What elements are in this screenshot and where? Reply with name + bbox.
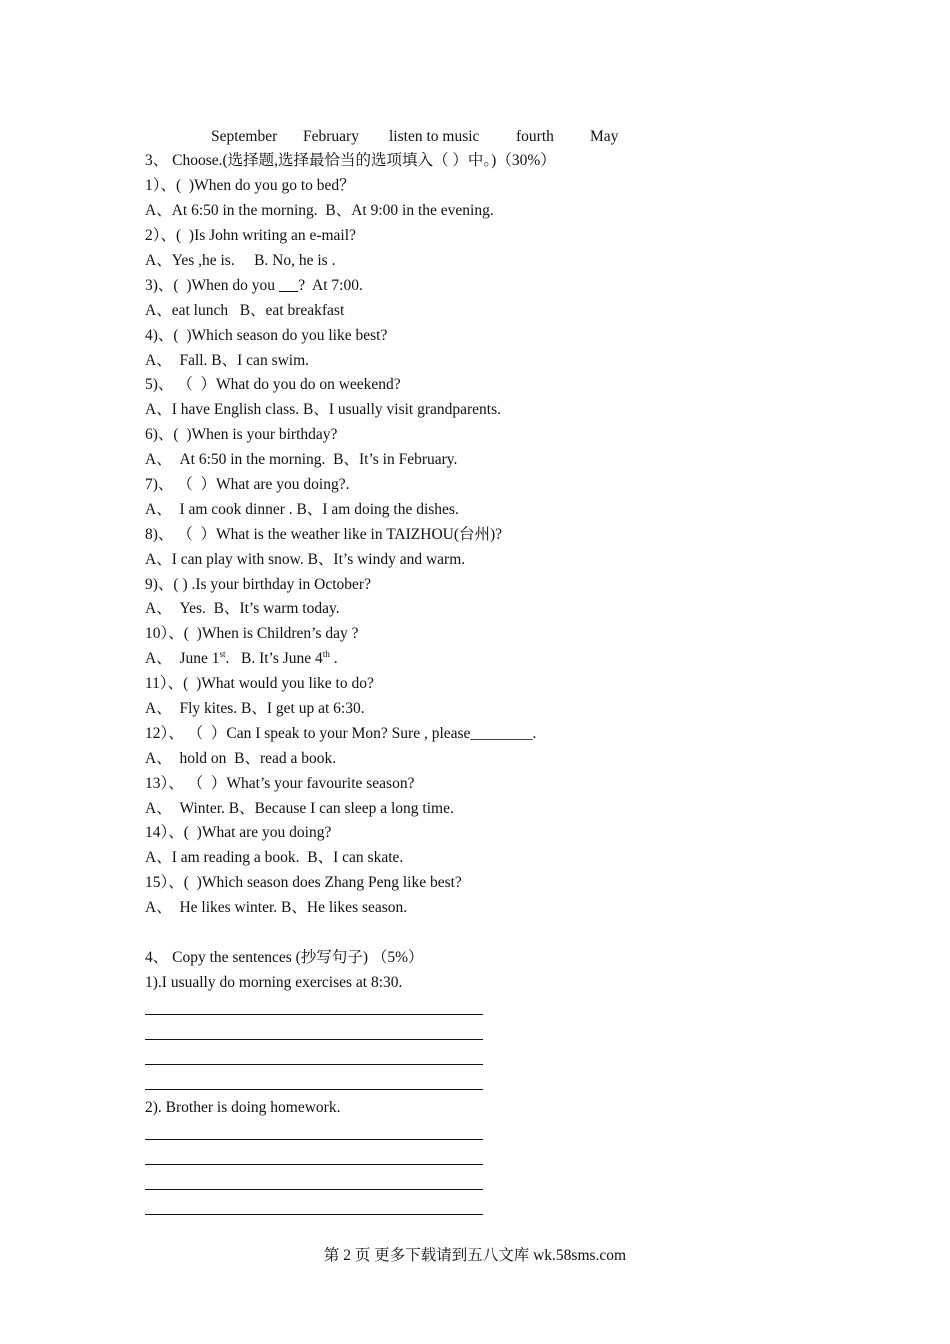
word-bank-item: fourth: [516, 128, 554, 145]
writing-line: [145, 1139, 483, 1140]
writing-line: [145, 1089, 483, 1090]
writing-line: [145, 1064, 483, 1065]
question-9: 9)、( ) .Is your birthday in October?: [145, 576, 371, 593]
word-bank-item: February: [303, 128, 359, 145]
writing-line: [145, 1164, 483, 1165]
options-11: A、 Fly kites. B、I get up at 6:30.: [145, 700, 365, 717]
copy-sentence-1: 1).I usually do morning exercises at 8:30.: [145, 974, 403, 991]
word-bank: [0, 127, 950, 149]
page-footer: 第 2 页 更多下载请到五八文库 wk.58sms.com: [323, 1247, 627, 1264]
question-6: 6)、( )When is your birthday?: [145, 426, 338, 443]
options-12: A、 hold on B、read a book.: [145, 750, 337, 767]
options-1: A、At 6:50 in the morning. B、At 9:00 in the evening.: [145, 202, 494, 219]
question-11: 11）、( )What would you like to do?: [145, 675, 374, 692]
question-13: 13）、 （ ）What’s your favourite season?: [145, 775, 415, 792]
question-12: 12）、 （ ）Can I speak to your Mon? Sure , please________.: [145, 725, 537, 742]
question-3: 3)、( )When do you ? At 7:00.: [145, 277, 363, 294]
options-14: A、I am reading a book. B、I can skate.: [145, 849, 404, 866]
question-4: 4)、( )Which season do you like best?: [145, 327, 388, 344]
section-4-heading: 4、 Copy the sentences (抄写句子) （5%）: [145, 949, 424, 966]
question-5: 5)、 （ ）What do you do on weekend?: [145, 376, 401, 393]
options-13: A、 Winter. B、Because I can sleep a long time.: [145, 800, 454, 817]
writing-line: [145, 1214, 483, 1215]
options-7: A、 I am cook dinner . B、I am doing the dishes.: [145, 501, 459, 518]
copy-sentence-2: 2). Brother is doing homework.: [145, 1099, 341, 1116]
word-bank-item: listen to music: [389, 128, 480, 145]
options-3: A、eat lunch B、eat breakfast: [145, 302, 345, 319]
question-2: 2）、( )Is John writing an e-mail?: [145, 227, 356, 244]
options-4: A、 Fall. B、I can swim.: [145, 352, 310, 369]
options-15: A、 He likes winter. B、He likes season.: [145, 899, 408, 916]
options-6: A、 At 6:50 in the morning. B、It’s in February.: [145, 451, 458, 468]
writing-line: [145, 1039, 483, 1040]
question-7: 7)、 （ ）What are you doing?.: [145, 476, 350, 493]
options-8: A、I can play with snow. B、It’s windy and warm.: [145, 551, 466, 568]
options-5: A、I have English class. B、I usually visit grandparents.: [145, 401, 502, 418]
writing-line: [145, 1189, 483, 1190]
answer-blank: [279, 277, 298, 294]
word-bank-item: May: [590, 128, 619, 145]
options-10: A、 June 1st. B. It’s June 4th .: [145, 648, 338, 667]
question-8: 8)、 （ ）What is the weather like in TAIZHOU(台州)?: [145, 526, 503, 543]
question-15: 15）、( )Which season does Zhang Peng like best?: [145, 874, 462, 891]
word-bank-item: September: [211, 128, 278, 145]
options-2: A、Yes ,he is. B. No, he is .: [145, 252, 336, 269]
question-14: 14）、( )What are you doing?: [145, 824, 332, 841]
section-3-heading: 3、 Choose.(选择题,选择最恰当的选项填入（ ）中。)（30%）: [145, 152, 556, 169]
options-9: A、 Yes. B、It’s warm today.: [145, 600, 340, 617]
writing-line: [145, 1014, 483, 1015]
question-1: 1）、( )When do you go to bed？: [145, 177, 355, 194]
question-10: 10）、( )When is Children’s day ?: [145, 625, 359, 642]
